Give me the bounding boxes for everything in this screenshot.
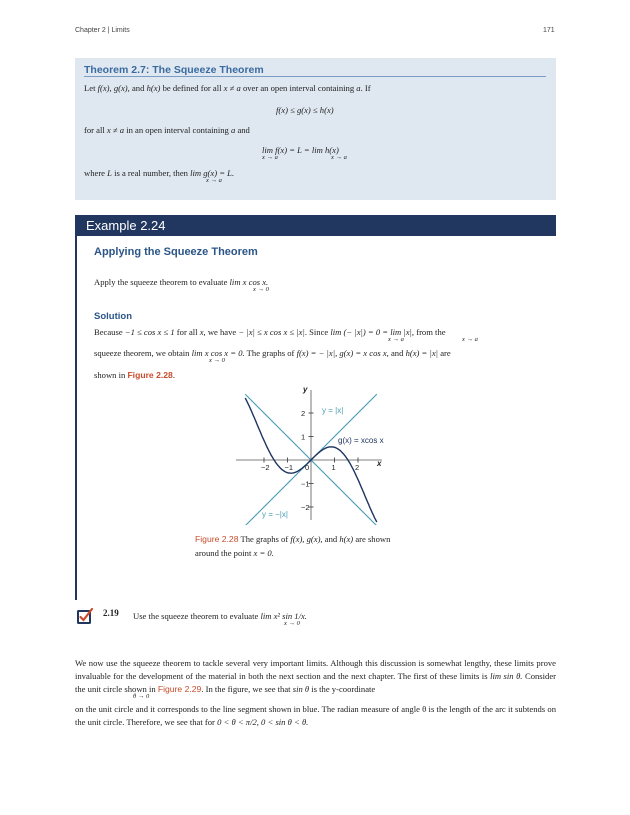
- limit-subscript: x → 0: [253, 286, 269, 293]
- checkpoint-number: 2.19: [103, 608, 119, 618]
- y-tick-label: −1: [301, 479, 310, 489]
- theorem-math: x ≠ a: [223, 83, 241, 93]
- solution-heading: Solution: [94, 311, 132, 322]
- figure-link[interactable]: Figure 2.29: [157, 684, 202, 694]
- closing-paragraph-2: [75, 703, 556, 729]
- solution-text: squeeze theorem, we obtain: [94, 348, 190, 358]
- paragraph-text: is the y-coordinate: [311, 684, 376, 694]
- paragraph-text: . In the figure, we see that: [201, 684, 291, 694]
- solution-math: − |x| ≤ x cos x ≤ |x|: [238, 327, 305, 337]
- page-number: 171: [543, 27, 555, 34]
- x-tick-label: 1: [331, 463, 336, 472]
- label-g-x: g(x) = xcos x: [338, 436, 384, 445]
- figure-caption-line-2: [195, 548, 274, 558]
- closing-paragraph-1: [75, 657, 556, 696]
- theorem-text: be defined for all: [162, 83, 222, 93]
- example-left-rule: [75, 236, 77, 600]
- paragraph-text: on the unit circle and it corresponds to the line segment shown in blue. The radian measure of angle θ is the length of the arc it subtends on the unit circle. Therefore, we see that for: [75, 704, 556, 727]
- theorem-math: L: [107, 168, 112, 178]
- chapter-header: Chapter 2 | Limits: [75, 27, 130, 34]
- theorem-rule: [84, 76, 546, 77]
- limit-subscript: x → a: [262, 154, 278, 161]
- example-title: Example 2.24: [86, 218, 166, 233]
- theorem-line-1: [84, 83, 371, 93]
- solution-text: , we have: [203, 327, 237, 337]
- limit-subscript: x → 0: [284, 620, 300, 627]
- paragraph-math: 0 < θ < π/2, 0 < sin θ < θ.: [217, 717, 309, 727]
- theorem-math: h(x): [146, 83, 161, 93]
- paragraph-math: sin θ: [292, 684, 310, 694]
- solution-text: .: [172, 370, 175, 380]
- solution-math: f(x) = − |x|, g(x) = x cos x,: [296, 348, 389, 358]
- theorem-text: is a real number, then: [114, 168, 188, 178]
- y-tick-label: −2: [301, 503, 310, 512]
- solution-text: for all: [176, 327, 198, 337]
- limit-subscript: θ → 0: [133, 693, 150, 700]
- y-tick-label: 1: [301, 432, 306, 442]
- caption-text: The graphs of: [240, 534, 289, 544]
- theorem-text: for all: [84, 125, 105, 135]
- prompt-text: Apply the squeeze theorem to evaluate: [94, 277, 228, 287]
- y-axis-label: y: [303, 385, 308, 394]
- theorem-text: over an open interval containing: [242, 83, 355, 93]
- x-tick-label: 2: [355, 463, 360, 472]
- theorem-math: x ≠ a: [106, 125, 125, 135]
- theorem-math: f(x), g(x),: [97, 83, 130, 93]
- checkpoint-math: lim x² sin 1/x.: [260, 611, 307, 621]
- x-axis-label: x: [377, 459, 382, 468]
- solution-math: −1 ≤ cos x ≤ 1: [124, 327, 175, 337]
- paragraph-text: We now use the squeeze theorem to tackle several very important limits. Although this discussion is somewhat lengthy, these limits prove invaluable for the development of the material in both the next section and the next chapter. The first of these limits is: [75, 658, 556, 681]
- limit-subscript: x → a: [462, 336, 478, 343]
- theorem-limit-equation: lim f(x) = L = lim h(x): [262, 145, 339, 155]
- theorem-text: where: [84, 168, 105, 178]
- limit-subscript: x → a: [388, 336, 404, 343]
- x-tick-label: −1: [284, 463, 294, 472]
- theorem-text: and: [131, 83, 145, 93]
- figure-link[interactable]: Figure 2.28: [127, 370, 173, 380]
- figure-caption-line-1: [195, 534, 390, 544]
- checkpoint-icon: [76, 607, 94, 625]
- prompt-math: lim x cos x.: [229, 277, 269, 287]
- figure-label: Figure 2.28: [195, 534, 239, 544]
- caption-math: f(x), g(x),: [290, 534, 323, 544]
- theorem-text: in an open interval containing: [126, 125, 229, 135]
- theorem-inequality: f(x) ≤ g(x) ≤ h(x): [276, 105, 334, 115]
- x-tick-label: −2: [261, 463, 270, 472]
- y-tick-label: 2: [301, 409, 306, 418]
- label-y-abs-x: y = |x|: [322, 406, 344, 415]
- x-tick-label: 0: [305, 463, 310, 472]
- limit-subscript: x → 0: [209, 357, 225, 364]
- figure-2-28-graph: [232, 380, 390, 525]
- solution-text: shown in: [94, 370, 126, 380]
- caption-text: and: [324, 534, 338, 544]
- axes: [236, 390, 382, 520]
- solution-text: Because: [94, 327, 123, 337]
- limit-subscript: x → a: [206, 177, 222, 184]
- caption-text: around the point: [195, 548, 252, 558]
- theorem-math: a: [356, 83, 361, 93]
- example-prompt: [94, 277, 268, 287]
- theorem-line-3: [84, 125, 250, 135]
- solution-text: . Since: [304, 327, 329, 337]
- theorem-text: . If: [360, 83, 371, 93]
- solution-text: from the: [416, 327, 446, 337]
- solution-math: x: [199, 327, 204, 337]
- solution-math: lim (− |x|) = 0 = lim |x|,: [330, 327, 415, 337]
- theorem-text: Let: [84, 83, 96, 93]
- theorem-math: lim g(x) = L.: [190, 168, 235, 178]
- caption-math: x = 0.: [253, 548, 274, 558]
- theorem-title: Theorem 2.7: The Squeeze Theorem: [84, 64, 264, 76]
- example-heading: Applying the Squeeze Theorem: [94, 246, 258, 258]
- solution-math: h(x) = |x|: [405, 348, 439, 358]
- solution-line-2: [94, 348, 451, 358]
- paragraph-text: Consider the unit circle shown in: [75, 671, 556, 694]
- solution-math: lim x cos x = 0.: [191, 348, 245, 358]
- checkpoint-text: [133, 611, 307, 621]
- caption-text: are shown: [355, 534, 391, 544]
- solution-text: The graphs of: [246, 348, 295, 358]
- checkpoint-prompt: Use the squeeze theorem to evaluate: [133, 611, 259, 621]
- solution-line-3: [94, 370, 175, 380]
- limit-subscript: x → a: [331, 154, 347, 161]
- caption-math: h(x): [339, 534, 354, 544]
- paragraph-math: lim sin θ.: [490, 671, 523, 681]
- theorem-math: a: [230, 125, 236, 135]
- solution-text: and: [390, 348, 404, 358]
- theorem-text: and: [237, 125, 250, 135]
- label-y-neg-abs-x: y = −|x|: [262, 510, 288, 519]
- solution-text: are: [440, 348, 451, 358]
